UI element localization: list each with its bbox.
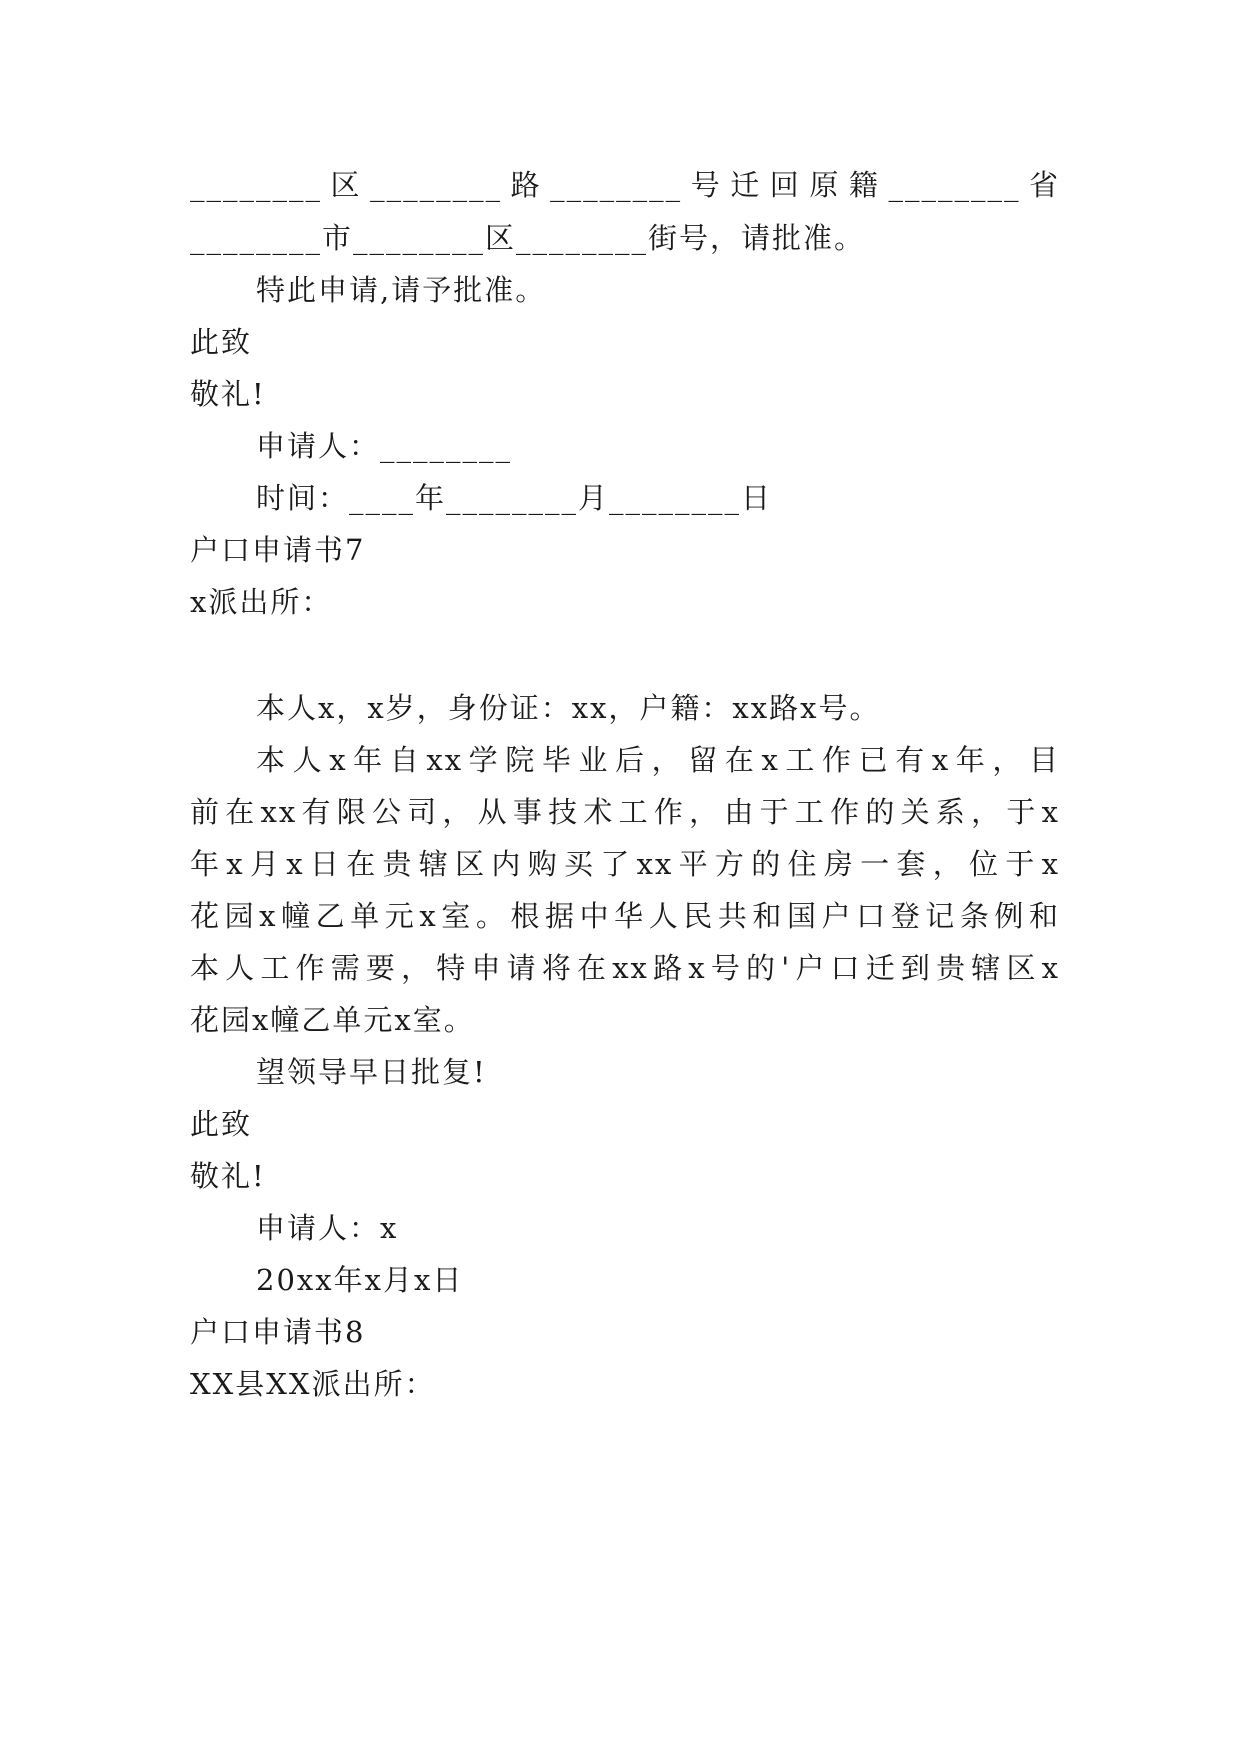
body-paragraph-line-4: 花园x幢乙单元x室。根据中华人民共和国户口登记条例和 [190, 899, 1060, 933]
date-line-2: 20xx年x月x日 [256, 1263, 464, 1297]
applicant-line-2: 申请人：x [256, 1211, 399, 1245]
personal-info-line: 本人x，x岁，身份证：xx，户籍：xx路x号。 [256, 691, 881, 725]
closing-request: 望领导早日批复! [256, 1055, 487, 1089]
body-paragraph-line-1: 本人x年自xx学院毕业后，留在x工作已有x年，目 [256, 743, 1060, 777]
body-paragraph-line-6: 花园x幢乙单元x室。 [190, 1003, 475, 1037]
salutation-jing-li: 敬礼! [190, 377, 266, 411]
body-paragraph-line-3: 年x月x日在贵辖区内购买了xx平方的住房一套，位于x [190, 847, 1060, 881]
section-heading-8: 户口申请书8 [190, 1315, 366, 1349]
body-paragraph-line-5: 本人工作需要，特申请将在xx路x号的'户口迁到贵辖区x [190, 951, 1060, 985]
salutation-ci-zhi-2: 此致 [190, 1107, 253, 1141]
salutation-jing-li-2: 敬礼! [190, 1159, 266, 1193]
date-line: 时间：____年________月________日 [256, 481, 773, 515]
body-paragraph-line-2: 前在xx有限公司，从事技术工作，由于工作的关系，于x [190, 795, 1060, 829]
section-heading-7: 户口申请书7 [190, 533, 366, 567]
request-statement: 特此申请,请予批准。 [256, 273, 547, 307]
address-line-1: ________区________路________号迁回原籍________省 [190, 168, 1060, 202]
addressee-line: x派出所： [190, 585, 333, 619]
address-line-2: ________市________区________街号，请批准。 [190, 221, 866, 255]
salutation-ci-zhi: 此致 [190, 325, 253, 359]
applicant-line: 申请人：________ [256, 429, 513, 463]
addressee-line-2: XX县XX派出所： [190, 1367, 436, 1401]
